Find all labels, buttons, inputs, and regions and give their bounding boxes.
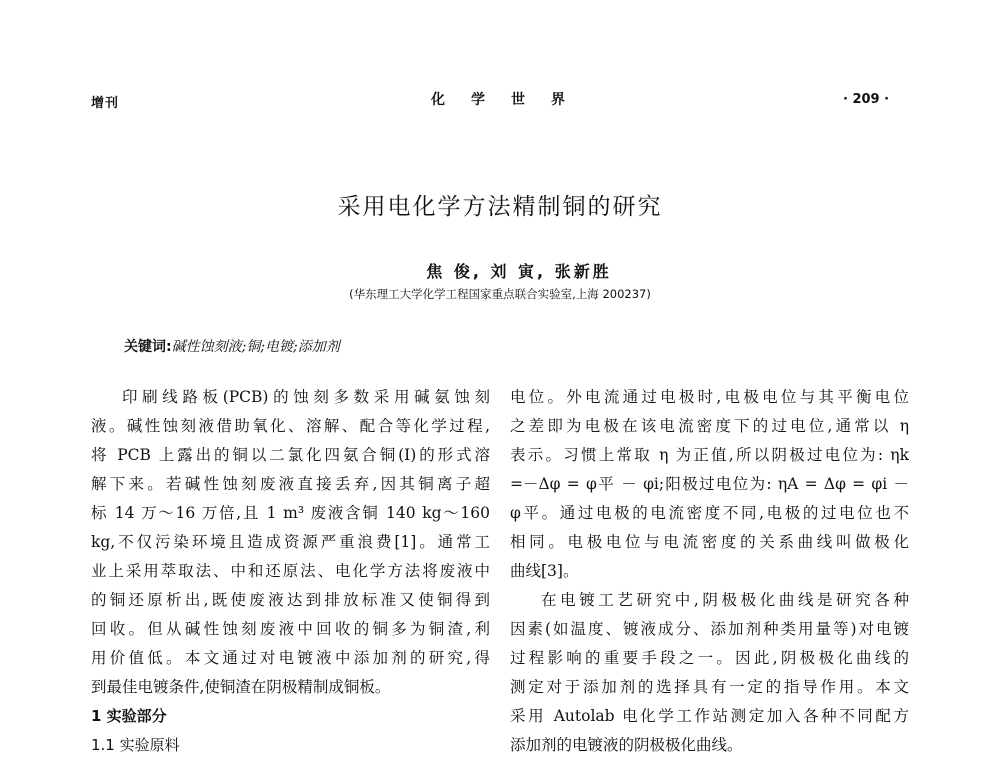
paragraph-line: 相同。电极电位与电流密度的关系曲线叫做极化	[510, 533, 909, 551]
paragraph-line: 印刷线路板(PCB)的蚀刻多数采用碱氨蚀刻	[122, 388, 490, 406]
page-number: · 209 ·	[843, 92, 890, 107]
paragraph-line: 测定对于添加剂的选择具有一定的指导作用。本文	[510, 678, 909, 696]
keywords-list: 碱性蚀刻液;铜;电镀;添加剂	[171, 339, 340, 355]
journal-name: 化学世界	[431, 92, 591, 108]
article-title: 采用电化学方法精制铜的研究	[337, 194, 663, 220]
paragraph-line: 采用 Autolab 电化学工作站测定加入各种不同配方	[510, 707, 909, 725]
paragraph-line: kg,不仅污染环境且造成资源严重浪费[1]。通常工	[91, 533, 490, 551]
body-column-left	[91, 383, 490, 760]
article-authors: 焦 俊, 刘 寅, 张新胜	[426, 262, 612, 281]
keywords	[124, 336, 340, 356]
paragraph-line: 标 14 万～16 万倍,且 1 m³ 废液含铜 140 kg～160	[91, 504, 490, 522]
paragraph-line: 将 PCB 上露出的铜以二氯化四氨合铜(I)的形式溶	[91, 446, 490, 464]
running-header-left: 增刊	[91, 96, 120, 111]
paragraph-line: φ平。通过电极的电流密度不同,电极的过电位也不	[510, 504, 909, 522]
paragraph-line: 业上采用萃取法、中和还原法、电化学方法将废液中	[91, 562, 490, 580]
paragraph-line: 到最佳电镀条件,使铜渣在阴极精制成铜板。	[91, 678, 391, 696]
keywords-label: 关键词:	[124, 339, 172, 355]
paragraph-line: 添加剂的电镀液的阴极极化曲线。	[510, 736, 743, 754]
subsection-heading: 1.1 实验原料	[91, 736, 180, 754]
author-affiliation: (华东理工大学化学工程国家重点联合实验室,上海 200237)	[349, 287, 651, 301]
paragraph-line: =－Δφ = φ平 － φi;阳极过电位为: ηA = Δφ = φi －	[510, 475, 909, 493]
paragraph-line: 液。碱性蚀刻液借助氧化、溶解、配合等化学过程,	[91, 417, 490, 435]
paragraph-line: 在电镀工艺研究中,阴极极化曲线是研究各种	[541, 591, 909, 609]
paragraph-line: 因素(如温度、镀液成分、添加剂种类用量等)对电镀	[510, 620, 909, 638]
body-column-right	[510, 383, 909, 760]
paragraph-line: 表示。习惯上常取 η 为正值,所以阴极过电位为: ηk	[510, 446, 909, 464]
paragraph-line: 过程影响的重要手段之一。因此,阴极极化曲线的	[510, 649, 909, 667]
paragraph-line: 回收。但从碱性蚀刻废液中回收的铜多为铜渣,利	[91, 620, 490, 638]
paragraph-line: 曲线[3]。	[510, 562, 579, 580]
section-heading: 1 实验部分	[91, 707, 167, 725]
paragraph-line: 电位。外电流通过电极时,电极电位与其平衡电位	[510, 388, 909, 406]
paragraph-line: 用价值低。本文通过对电镀液中添加剂的研究,得	[91, 649, 490, 667]
paragraph-line: 的铜还原析出,既使废液达到排放标准又使铜得到	[91, 591, 490, 609]
paragraph-line: 解下来。若碱性蚀刻废液直接丢弃,因其铜离子超	[91, 475, 490, 493]
paragraph-line: 之差即为电极在该电流密度下的过电位,通常以 η	[510, 417, 909, 435]
